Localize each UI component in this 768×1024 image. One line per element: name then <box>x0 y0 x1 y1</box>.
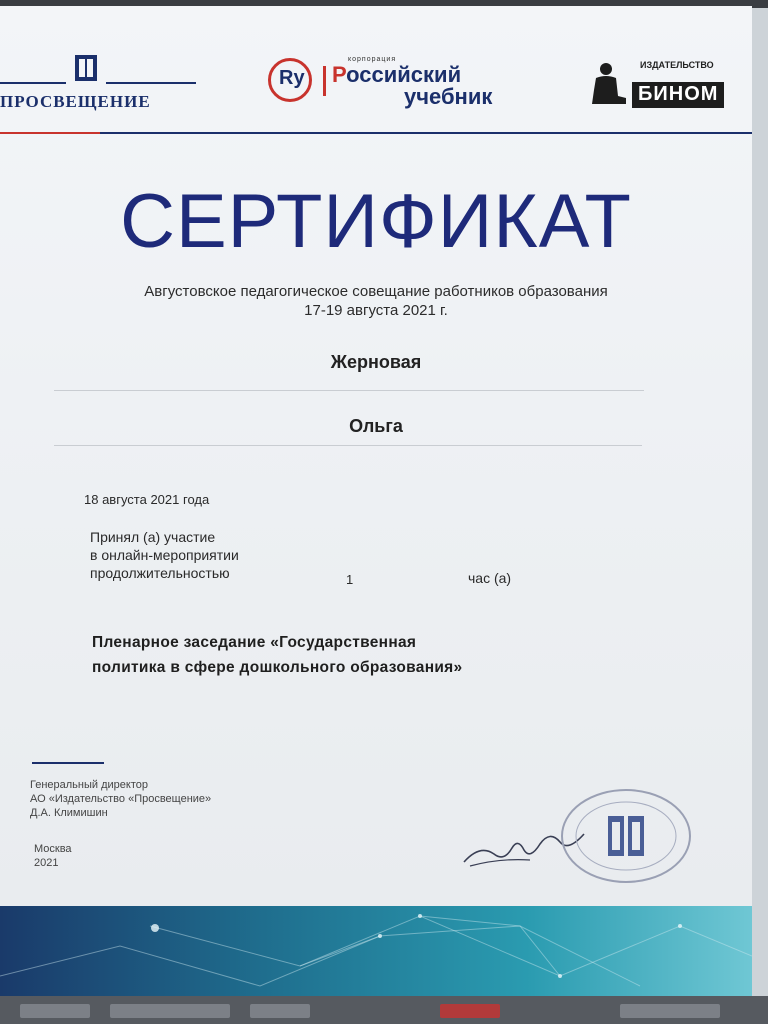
taskbar-item[interactable] <box>20 1004 90 1018</box>
participation-line-2: в онлайн-мероприятии <box>90 547 239 563</box>
first-name-underline <box>54 445 642 446</box>
ru-circle-icon <box>268 58 312 102</box>
reader-figure-icon <box>588 60 628 110</box>
ru-wordmark-line2: учебник <box>404 84 493 109</box>
recipient-surname: Жерновая <box>330 352 422 372</box>
taskbar-item[interactable] <box>250 1004 310 1018</box>
taskbar-item[interactable] <box>620 1004 720 1018</box>
issue-year: 2021 <box>34 857 59 869</box>
event-dates: 17-19 августа 2021 г. <box>304 302 448 319</box>
ru-wordmark-rest: оссийский <box>346 62 462 87</box>
session-title-line-2: политика в сфере дошкольного образования» <box>92 659 463 676</box>
network-pattern-graphic <box>0 906 752 996</box>
header-divider-accent <box>0 132 100 134</box>
taskbar-item[interactable] <box>110 1004 230 1018</box>
logo-rule-right <box>106 82 196 84</box>
binom-wordmark: БИНОМ <box>632 82 724 108</box>
ru-separator <box>323 66 326 96</box>
event-name: Августовское педагогическое совещание работников образования <box>144 283 608 300</box>
taskbar <box>0 996 768 1024</box>
prosveshchenie-emblem-icon <box>74 54 98 82</box>
logo-rule-left <box>0 82 66 84</box>
session-title <box>92 630 462 680</box>
ru-corporation-label: корпорация <box>348 56 397 63</box>
participation-line-3: продолжительностью <box>90 565 230 581</box>
issue-place <box>34 842 72 870</box>
participation-line-1: Принял (а) участие <box>90 529 216 545</box>
duration-unit: час (а) <box>468 570 512 586</box>
certificate-title: СЕРТИФИКАТ <box>120 179 632 264</box>
participation-date: 18 августа 2021 года <box>84 492 210 507</box>
certificate-sheet <box>0 6 752 996</box>
decorative-footer-band <box>0 906 752 996</box>
signature-accent-line <box>32 762 104 764</box>
recipient-first-name: Ольга <box>349 416 403 436</box>
issue-city: Москва <box>34 843 72 855</box>
taskbar-item[interactable] <box>440 1004 500 1018</box>
signer-name: Д.А. Климишин <box>30 807 108 819</box>
ru-mark: Ry <box>279 67 305 89</box>
signer-block <box>30 778 211 820</box>
duration-value: 1 <box>346 572 354 587</box>
session-title-line-1: Пленарное заседание «Государственная <box>92 634 417 651</box>
event-description <box>20 282 732 320</box>
binom-publisher-label: ИЗДАТЕЛЬСТВО <box>640 60 714 70</box>
official-seal-stamp <box>556 786 694 886</box>
header-divider <box>0 132 752 134</box>
signer-organization: АО «Издательство «Просвещение» <box>30 793 212 805</box>
participation-text <box>90 528 239 582</box>
surname-underline <box>54 390 644 391</box>
signer-position: Генеральный директор <box>30 779 148 791</box>
prosveshchenie-wordmark: ПРОСВЕЩЕНИЕ <box>0 92 151 111</box>
ru-wordmark-initial: Р <box>332 62 347 87</box>
